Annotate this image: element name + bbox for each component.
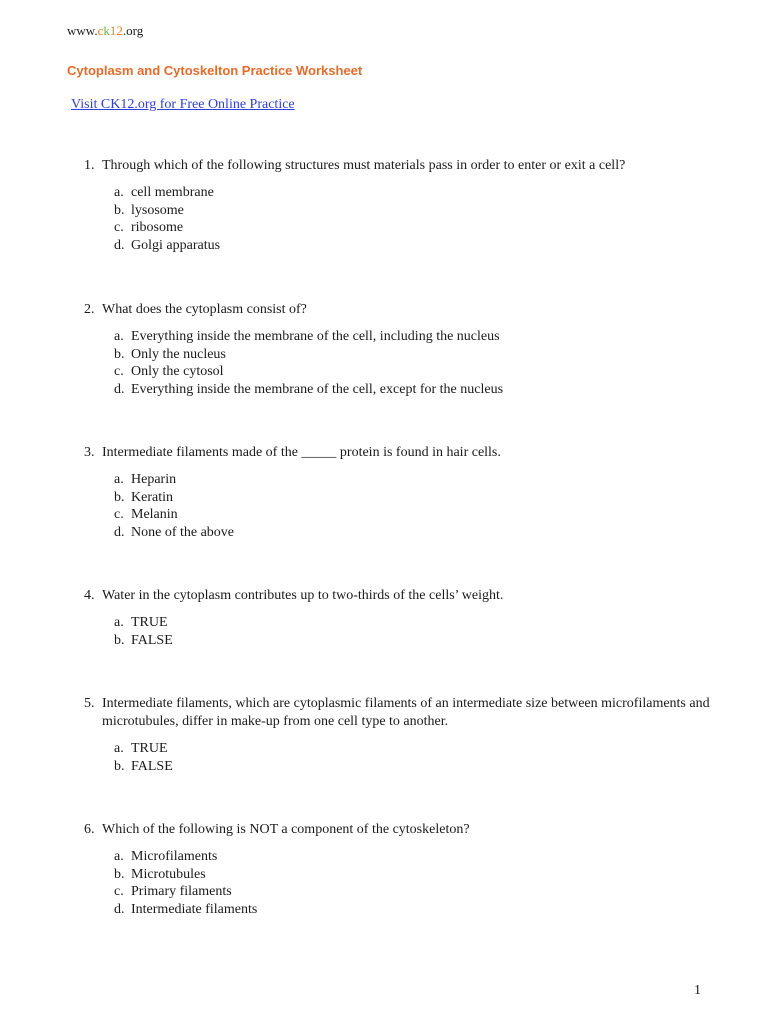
option-text: Only the nucleus bbox=[131, 346, 226, 362]
option-list bbox=[114, 848, 714, 918]
option-list bbox=[114, 328, 714, 398]
site-suffix: .org bbox=[122, 23, 144, 38]
option-letter: c. bbox=[114, 507, 124, 523]
option-letter: a. bbox=[114, 741, 124, 756]
option bbox=[114, 489, 714, 507]
question-1 bbox=[84, 157, 714, 254]
option-list bbox=[114, 184, 714, 254]
option-text: FALSE bbox=[131, 632, 173, 648]
option-text: Keratin bbox=[131, 489, 173, 505]
option bbox=[114, 740, 714, 758]
option bbox=[114, 237, 714, 255]
option-letter: c. bbox=[114, 884, 124, 900]
online-practice-link[interactable]: Visit CK12.org for Free Online Practice bbox=[71, 97, 295, 112]
option bbox=[114, 632, 714, 650]
question-text: Through which of the following structures must materials pass in order to enter or exit a cell? bbox=[102, 158, 626, 173]
option bbox=[114, 381, 714, 399]
option bbox=[114, 901, 714, 919]
option-text: TRUE bbox=[131, 615, 168, 630]
page-number: 1 bbox=[694, 983, 701, 998]
option bbox=[114, 758, 714, 776]
question-number: 6. bbox=[84, 822, 95, 837]
option-list bbox=[114, 614, 714, 649]
option bbox=[114, 202, 714, 220]
option-text: lysosome bbox=[131, 202, 184, 218]
option bbox=[114, 524, 714, 542]
option-text: TRUE bbox=[131, 741, 168, 756]
option-letter: b. bbox=[114, 758, 125, 774]
site-url bbox=[67, 23, 143, 39]
question-number: 3. bbox=[84, 445, 95, 460]
question-6 bbox=[84, 821, 714, 918]
option-text: ribosome bbox=[131, 220, 184, 236]
question-number: 1. bbox=[84, 158, 95, 173]
question-text: Which of the following is NOT a component of the cytoskeleton? bbox=[102, 822, 470, 837]
option-text: Intermediate filaments bbox=[131, 901, 258, 917]
option-letter: a. bbox=[114, 472, 124, 487]
option bbox=[114, 328, 714, 346]
option bbox=[114, 883, 714, 901]
option-letter: a. bbox=[114, 849, 124, 864]
option-letter: d. bbox=[114, 381, 125, 397]
question-text: Water in the cytoplasm contributes up to two-thirds of the cells’ weight. bbox=[102, 588, 504, 603]
option-text: Golgi apparatus bbox=[131, 237, 221, 253]
option-text: Everything inside the membrane of the cell, except for the nucleus bbox=[131, 381, 504, 397]
option-text: Microtubules bbox=[131, 866, 206, 882]
option-text: FALSE bbox=[131, 758, 173, 774]
option bbox=[114, 363, 714, 381]
option bbox=[114, 506, 714, 524]
option-letter: d. bbox=[114, 524, 125, 540]
question-number: 5. bbox=[84, 696, 95, 711]
option-letter: b. bbox=[114, 866, 125, 882]
option bbox=[114, 848, 714, 866]
option-text: Melanin bbox=[131, 507, 178, 523]
logo-letter-c: c bbox=[97, 23, 104, 38]
option bbox=[114, 346, 714, 364]
option-letter: b. bbox=[114, 489, 125, 505]
question-3 bbox=[84, 444, 714, 541]
option-text: cell membrane bbox=[131, 185, 214, 200]
logo-letter-k: k bbox=[103, 23, 110, 38]
option-letter: d. bbox=[114, 901, 125, 917]
question-2 bbox=[84, 301, 714, 398]
question-number: 2. bbox=[84, 302, 95, 317]
option-text: Primary filaments bbox=[131, 884, 232, 900]
option-letter: a. bbox=[114, 185, 124, 200]
site-prefix: www. bbox=[67, 23, 98, 38]
worksheet-title: Cytoplasm and Cytoskelton Practice Worksheet bbox=[67, 63, 363, 78]
option bbox=[114, 184, 714, 202]
question-number: 4. bbox=[84, 588, 95, 603]
question-5 bbox=[84, 695, 714, 775]
option bbox=[114, 219, 714, 237]
option bbox=[114, 614, 714, 632]
question-text: Intermediate filaments, which are cytoplasmic filaments of an intermediate size between microfilaments and microtubules, differ in make-up from one cell type to another. bbox=[102, 696, 710, 729]
option-text: Everything inside the membrane of the cell, including the nucleus bbox=[131, 329, 500, 344]
option-text: Only the cytosol bbox=[131, 364, 224, 380]
option-list bbox=[114, 471, 714, 541]
question-4 bbox=[84, 587, 714, 649]
option-list bbox=[114, 740, 714, 775]
option-letter: c. bbox=[114, 364, 124, 380]
question-text: Intermediate filaments made of the _____ protein is found in hair cells. bbox=[102, 445, 501, 460]
option bbox=[114, 866, 714, 884]
option-letter: d. bbox=[114, 237, 125, 253]
option-letter: c. bbox=[114, 220, 124, 236]
logo-number-12: 12 bbox=[109, 23, 123, 38]
option-letter: b. bbox=[114, 632, 125, 648]
option-letter: a. bbox=[114, 329, 124, 344]
option-letter: a. bbox=[114, 615, 124, 630]
option-text: Microfilaments bbox=[131, 849, 218, 864]
option bbox=[114, 471, 714, 489]
option-text: None of the above bbox=[131, 524, 235, 540]
question-text: What does the cytoplasm consist of? bbox=[102, 302, 307, 317]
option-letter: b. bbox=[114, 202, 125, 218]
option-text: Heparin bbox=[131, 472, 177, 487]
option-letter: b. bbox=[114, 346, 125, 362]
